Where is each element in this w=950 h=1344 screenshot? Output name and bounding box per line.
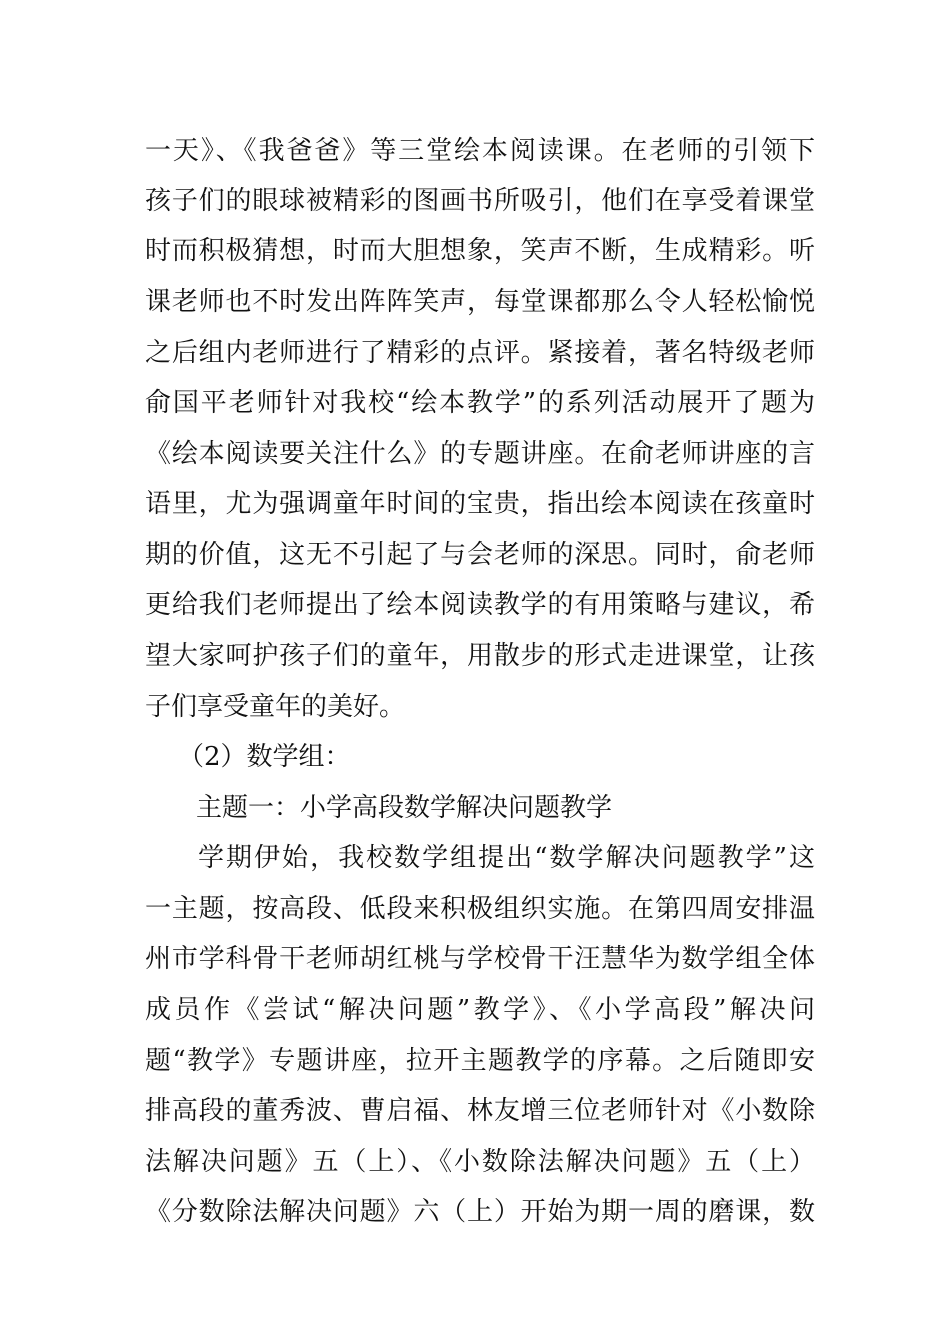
text-line: 课老师也不时发出阵阵笑声，每堂课都那么令人轻松愉悦 bbox=[145, 287, 815, 317]
text-line: 成员作《尝试“解决问题”教学》、《小学高段”解决问 bbox=[145, 995, 815, 1025]
text-line: 之后组内老师进行了精彩的点评。紧接着，著名特级老师 bbox=[145, 338, 815, 368]
text-line: 期的价值，这无不引起了与会老师的深思。同时，俞老师 bbox=[145, 540, 815, 570]
text-line: 孩子们的眼球被精彩的图画书所吸引，他们在享受着课堂 bbox=[145, 186, 815, 216]
text-line: 一天》、《我爸爸》等三堂绘本阅读课。在老师的引领下 bbox=[145, 136, 815, 166]
text-line: 俞国平老师针对我校“绘本教学”的系列活动展开了题为 bbox=[145, 388, 815, 418]
text-line: 州市学科骨干老师胡红桃与学校骨干汪慧华为数学组全体 bbox=[145, 944, 815, 974]
text-line: 学期伊始，我校数学组提出“数学解决问题教学”这 bbox=[198, 843, 815, 873]
section-heading: （2）数学组： bbox=[178, 742, 351, 772]
text-line: 望大家呵护孩子们的童年，用散步的形式走进课堂，让孩 bbox=[145, 641, 815, 671]
text-line: 排高段的董秀波、曹启福、林友增三位老师针对《小数除 bbox=[145, 1096, 815, 1126]
text-line: 更给我们老师提出了绘本阅读教学的有用策略与建议，希 bbox=[145, 590, 815, 620]
subsection-heading: 主题一：小学高段数学解决问题教学 bbox=[196, 793, 613, 823]
text-line: 题“教学》专题讲座，拉开主题教学的序幕。之后随即安 bbox=[145, 1046, 815, 1076]
text-line: 一主题，按高段、低段来积极组织实施。在第四周安排温 bbox=[145, 894, 815, 924]
text-line: 《绘本阅读要关注什么》的专题讲座。在俞老师讲座的言 bbox=[145, 439, 815, 469]
text-line: 语里，尤为强调童年时间的宝贵，指出绘本阅读在孩童时 bbox=[145, 489, 815, 519]
text-line: 子们享受童年的美好。 bbox=[145, 692, 406, 722]
text-line: 法解决问题》五（上）、《小数除法解决问题》五（上） bbox=[145, 1147, 815, 1177]
text-line: 《分数除法解决问题》六（上）开始为期一周的磨课，数 bbox=[145, 1197, 815, 1227]
text-line: 时而积极猜想，时而大胆想象，笑声不断，生成精彩。听 bbox=[145, 236, 815, 266]
